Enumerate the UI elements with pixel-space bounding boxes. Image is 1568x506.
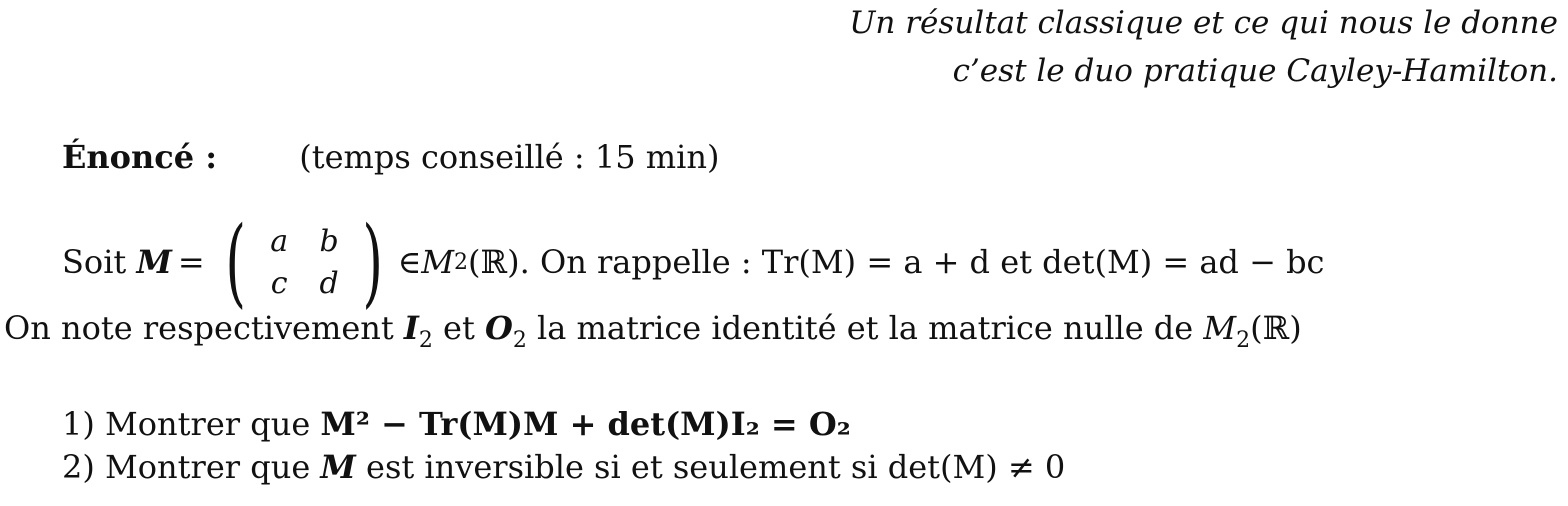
- note-prefix: On note respectivement: [4, 309, 404, 347]
- equals-sign: =: [177, 243, 205, 281]
- time-note: (temps conseillé : 15 min): [299, 138, 720, 176]
- matrix-entry-d: d: [319, 265, 339, 301]
- question-2-M: M: [320, 448, 356, 486]
- note-et: et: [432, 309, 485, 347]
- note-space-symbol: M: [1203, 309, 1237, 347]
- question-1-text: Montrer que: [94, 405, 321, 443]
- note-suffix: la matrice identité et la matrice nulle de: [526, 309, 1204, 347]
- question-2-formula: det(M) ≠ 0: [887, 448, 1066, 486]
- matrix-entry-b: b: [319, 223, 339, 259]
- matrix-symbol-M: M: [136, 243, 172, 281]
- notation-line: [4, 309, 1302, 353]
- rappelle-text: On rappelle :: [529, 243, 762, 281]
- matrix-space-field: (ℝ).: [468, 243, 530, 281]
- question-2-number: 2): [62, 448, 95, 486]
- note-space-subscript: 2: [1236, 328, 1251, 353]
- epigraph-line-2: c’est le duo pratique Cayley-Hamilton.: [952, 53, 1558, 89]
- question-1-number: 1): [62, 405, 95, 443]
- zero-matrix-subscript: 2: [512, 328, 527, 353]
- matrix-entry-a: a: [270, 223, 289, 259]
- matrix-M: [217, 206, 392, 318]
- note-space-field: (ℝ): [1250, 309, 1302, 347]
- epigraph-line-1: Un résultat classique et ce qui nous le donne: [849, 5, 1558, 41]
- matrix-space-symbol: M: [421, 243, 455, 281]
- right-paren: ): [362, 206, 384, 318]
- identity-symbol: I: [403, 309, 419, 347]
- trace-formula: Tr(M) = a + d: [761, 243, 991, 281]
- left-paren: (: [225, 206, 246, 318]
- statement-heading: [62, 138, 719, 176]
- soit-word: Soit: [62, 243, 127, 281]
- det-formula: det(M) = ad − bc: [1042, 243, 1325, 281]
- question-2: [62, 448, 1065, 486]
- matrix-entry-c: c: [270, 265, 288, 301]
- identity-subscript: 2: [418, 328, 433, 353]
- heading-label: Énoncé :: [62, 138, 218, 176]
- question-1: [62, 405, 851, 443]
- zero-matrix-symbol: O: [485, 309, 513, 347]
- element-of: ∈: [397, 243, 422, 281]
- question-1-formula: M² − Tr(M)M + det(M)I₂ = O₂: [320, 405, 851, 443]
- question-2-text: Montrer que: [94, 448, 321, 486]
- matrix-definition-line: [62, 206, 1325, 318]
- et-word: et: [990, 243, 1043, 281]
- matrix-entries: [254, 220, 354, 304]
- matrix-space-subscript: 2: [454, 249, 469, 275]
- question-2-middle: est inversible si et seulement si: [355, 448, 888, 486]
